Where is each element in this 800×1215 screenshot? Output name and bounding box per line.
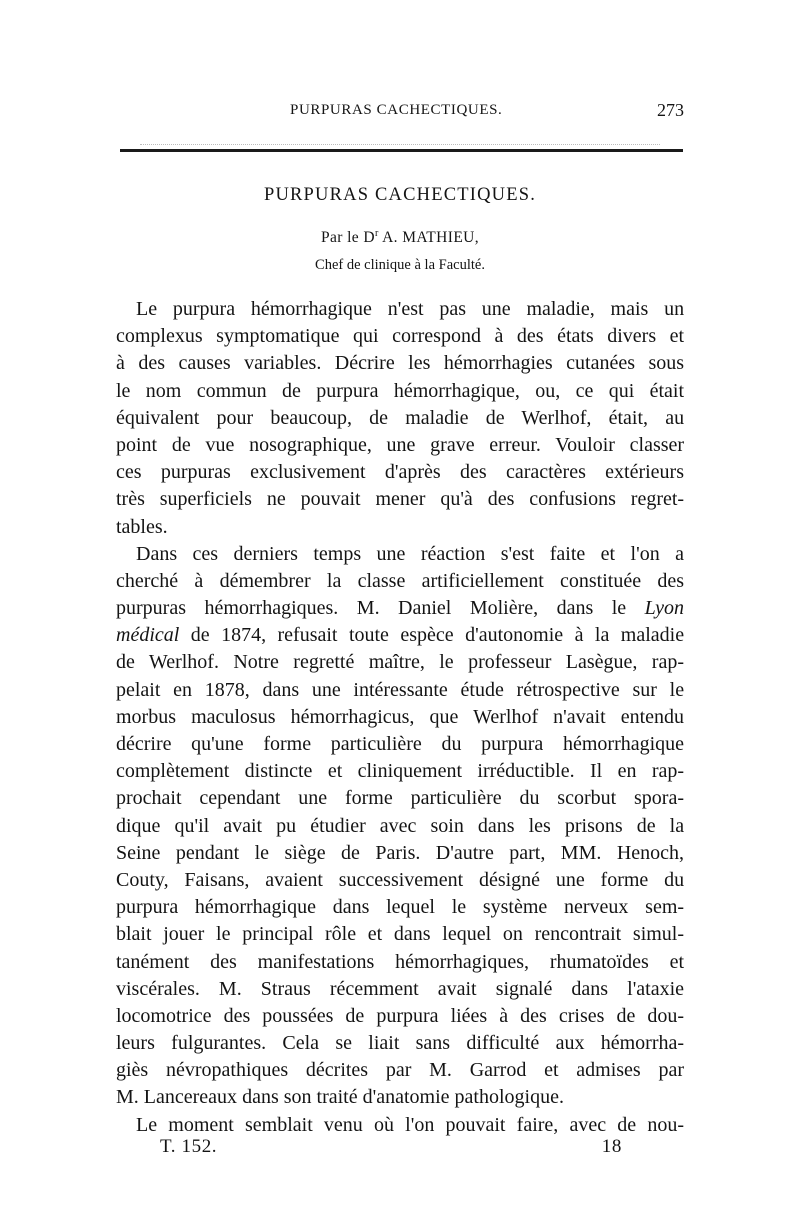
text-line: tables. — [116, 515, 168, 538]
text-line: complexus symptomatique qui correspond à des états divers et — [116, 325, 685, 348]
text-line: Seine pendant le siège de Paris. D'autre part, MM. Henoch, — [116, 841, 685, 864]
header-rule — [120, 149, 683, 152]
text-line: giès névropathiques décrites par M. Garrod et admises par — [116, 1059, 684, 1082]
text-line: ces purpuras exclusivement d'après des caractères extérieurs — [116, 461, 685, 484]
text-line: tanément des manifestations hémorrhagiques, rhumatoïdes et — [116, 950, 685, 973]
text-line: pelait en 1878, dans une intéressante étude rétrospective sur le — [116, 678, 685, 701]
text-line: point de vue nosographique, une grave erreur. Vouloir classer — [116, 433, 685, 456]
text-line: à des causes variables. Décrire les hémorrhagies cutanées sous — [116, 352, 685, 375]
volume-marker: T. 152. — [160, 1136, 218, 1157]
text-line: Couty, Faisans, avaient successivement désigné une forme du — [116, 868, 685, 891]
text-line: purpura hémorrhagique dans lequel le système nerveux sem- — [116, 896, 685, 919]
running-header: PURPURAS CACHECTIQUES. — [290, 102, 503, 118]
signature-mark: 18 — [601, 1136, 622, 1157]
text-line: locomotrice des poussées de purpura liées à des crises de dou- — [116, 1004, 685, 1027]
text-line: complètement distincte et cliniquement irréductible. Il en rap- — [116, 760, 685, 783]
text-line: viscérales. M. Straus récemment avait signalé dans l'ataxie — [116, 977, 685, 1000]
article-title: PURPURAS CACHECTIQUES. — [263, 185, 537, 205]
text-line: Le purpura hémorrhagique n'est pas une maladie, mais un — [136, 298, 685, 320]
text-line: leurs fulgurantes. Cela se liait sans difficulté aux hémorrha- — [116, 1032, 685, 1055]
text-line: Le moment semblait venu où l'on pouvait faire, avec de nou- — [136, 1113, 685, 1136]
byline-text: Par le $D^r$ A. MATHIEU, — [320, 228, 480, 247]
page-number: 273 — [657, 100, 684, 120]
text-line: cherché à démembrer la classe artificiellement constituée des — [116, 569, 685, 592]
text-line: équivalent pour beaucoup, de maladie de Werlhof, était, au — [116, 406, 685, 429]
text-line: dique qu'il avait pu étudier avec soin dans les prisons de la — [116, 814, 685, 837]
text-line: purpuras hémorrhagiques. M. Daniel Molière, dans le Lyon — [116, 597, 685, 620]
author-byline — [0, 228, 800, 247]
author-affiliation: Chef de clinique à la Faculté. — [315, 257, 485, 273]
text-line: morbus maculosus hémorrhagicus, que Werlhof n'avait entendu — [116, 705, 685, 728]
text-line: de Werlhof. Notre regretté maître, le professeur Lasègue, rap- — [116, 651, 684, 674]
text-line: décrire qu'une forme particulière du purpura hémorrhagique — [116, 733, 685, 755]
text-line: prochait cependant une forme particulière du scorbut spora- — [116, 787, 684, 810]
text-line: le nom commun de purpura hémorrhagique, ou, ce qui était — [116, 379, 685, 402]
header-dotted-rule — [140, 144, 660, 145]
text-line: médical de 1874, refusait toute espèce d'autonomie à la maladie — [116, 624, 685, 647]
page-footer — [160, 1136, 622, 1158]
article-body — [116, 296, 684, 1139]
text-line: M. Lancereaux dans son traité d'anatomie pathologique. — [116, 1086, 564, 1109]
text-line: blait jouer le principal rôle et dans lequel on rencontrait simul- — [116, 923, 685, 946]
text-line: Dans ces derniers temps une réaction s'est faite et l'on a — [136, 542, 685, 565]
text-line: très superficiels ne pouvait mener qu'à des confusions regret- — [116, 488, 685, 511]
